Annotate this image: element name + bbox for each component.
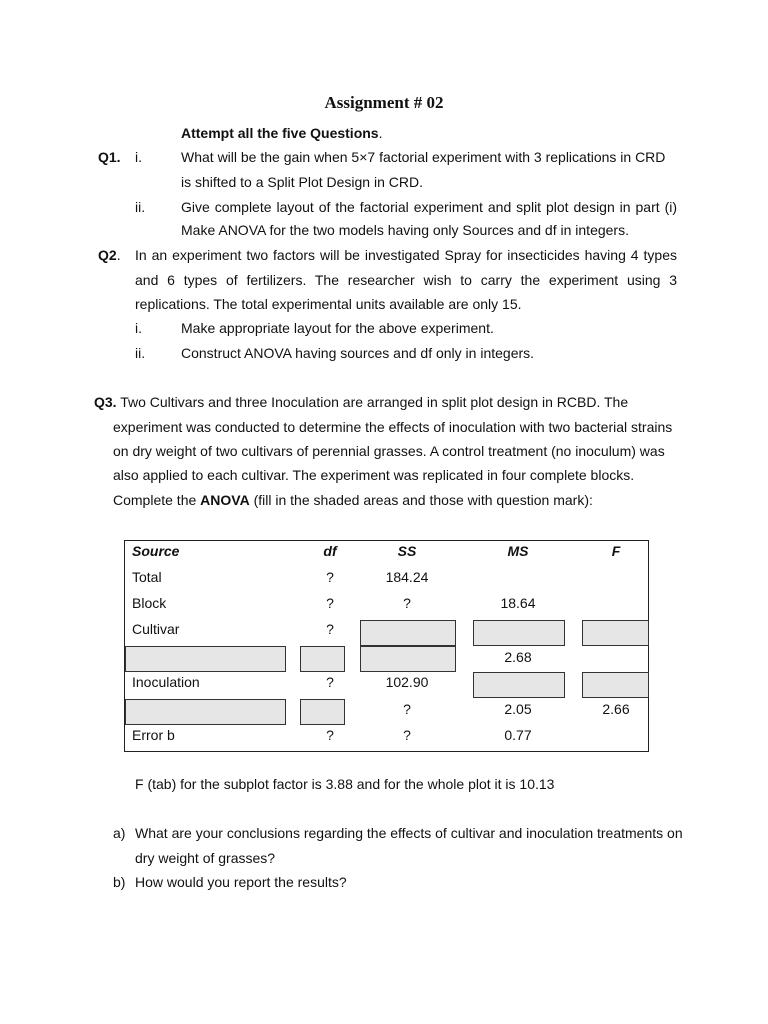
q3-line1-text: Two Cultivars and three Inoculation are arranged in split plot design in RCBD. The — [120, 394, 629, 410]
q3-label: Q3. — [94, 394, 117, 410]
header-df: df — [323, 543, 337, 559]
cultivar-ms-blank[interactable] — [473, 620, 565, 646]
row-error-b-ss: ? — [403, 727, 411, 743]
row-inoculation-df: ? — [326, 674, 334, 690]
row-inoculation-ss: 102.90 — [385, 674, 429, 690]
row-error-b-df: ? — [326, 727, 334, 743]
row-block-df: ? — [326, 595, 334, 611]
header-f: F — [611, 543, 621, 559]
instruction-text: Attempt all the five Questions — [181, 125, 379, 141]
row-cultivar-df: ? — [326, 621, 334, 637]
row-error-b-source: Error b — [132, 727, 175, 743]
q2-ii-number: ii. — [135, 345, 146, 361]
q3-line1 — [94, 393, 628, 411]
interaction-df-blank[interactable] — [300, 699, 345, 725]
anova-table — [124, 540, 649, 752]
row-cultivar-source: Cultivar — [132, 621, 180, 637]
question-b-label: b) — [113, 874, 126, 890]
q2-label-dot: . — [116, 247, 121, 263]
q1-label: Q1. — [98, 149, 121, 165]
q3-line4: also applied to each cultivar. The experiment was replicated in four complete blocks. — [113, 467, 635, 483]
error-a-df-blank[interactable] — [300, 646, 345, 672]
header-ss: SS — [397, 543, 417, 559]
question-a-label: a) — [113, 825, 126, 841]
row-total-source: Total — [132, 569, 162, 585]
row-total-df: ? — [326, 569, 334, 585]
q2-line1: In an experiment two factors will be investigated Spray for insecticides having 4 types — [135, 247, 677, 263]
row-interaction-f: 2.66 — [602, 701, 630, 717]
page-title: Assignment # 02 — [324, 93, 444, 112]
q3-line2: experiment was conducted to determine the effects of inoculation with two bacterial strains — [113, 419, 673, 435]
cultivar-f-blank[interactable] — [582, 620, 649, 646]
q2-i-number: i. — [135, 320, 142, 336]
row-total-ss: 184.24 — [385, 569, 429, 585]
question-b-line1: How would you report the results? — [135, 874, 347, 890]
q2-label-text: Q2 — [98, 247, 117, 263]
inoculation-ms-blank[interactable] — [473, 672, 565, 698]
inoculation-f-blank[interactable] — [582, 672, 649, 698]
instruction — [181, 124, 382, 142]
q2-label — [98, 246, 121, 264]
q2-i-text: Make appropriate layout for the above experiment. — [181, 320, 494, 336]
q3-line5-pre: Complete the — [113, 492, 201, 508]
row-interaction-ss: ? — [403, 701, 411, 717]
q2-ii-text: Construct ANOVA having sources and df only in integers. — [181, 345, 535, 361]
row-inoculation-source: Inoculation — [132, 674, 200, 690]
q1-ii-number: ii. — [135, 199, 146, 215]
q3-line3: on dry weight of two cultivars of perennial grasses. A control treatment (no inoculum) was — [113, 443, 665, 459]
q1-ii-line1: Give complete layout of the factorial experiment and split plot design in part (i) — [181, 199, 677, 215]
row-block-ss: ? — [403, 595, 411, 611]
ftab-note: F (tab) for the subplot factor is 3.88 and for the whole plot it is 10.13 — [135, 776, 555, 792]
q3-anova-word: ANOVA — [200, 492, 250, 508]
q1-i-line2: is shifted to a Split Plot Design in CRD. — [181, 174, 423, 190]
question-a-line2: dry weight of grasses? — [135, 850, 276, 866]
row-block-ms: 18.64 — [500, 595, 536, 611]
header-ms: MS — [507, 543, 529, 559]
row-error-a-ms: 2.68 — [504, 649, 532, 665]
error-a-ss-blank[interactable] — [360, 646, 456, 672]
row-interaction-ms: 2.05 — [504, 701, 532, 717]
cultivar-ss-blank[interactable] — [360, 620, 456, 646]
q1-i-line1: What will be the gain when 5×7 factorial experiment with 3 replications in CRD — [181, 149, 666, 165]
q2-line3: replications. The total experimental units available are only 15. — [135, 296, 522, 312]
row-error-b-ms: 0.77 — [504, 727, 532, 743]
error-a-source-blank[interactable] — [125, 646, 286, 672]
q3-line5 — [113, 491, 593, 509]
q3-line5-post: (fill in the shaded areas and those with question mark): — [249, 492, 593, 508]
q2-line2: and 6 types of fertilizers. The researcher wish to carry the experiment using 3 — [135, 272, 677, 288]
header-source: Source — [132, 543, 180, 559]
question-a-line1: What are your conclusions regarding the effects of cultivar and inoculation treatments on — [135, 825, 683, 841]
row-block-source: Block — [132, 595, 167, 611]
q1-i-number: i. — [135, 149, 142, 165]
interaction-source-blank[interactable] — [125, 699, 286, 725]
instruction-period: . — [378, 125, 383, 141]
q1-ii-line2: Make ANOVA for the two models having only Sources and df in integers. — [181, 222, 629, 238]
